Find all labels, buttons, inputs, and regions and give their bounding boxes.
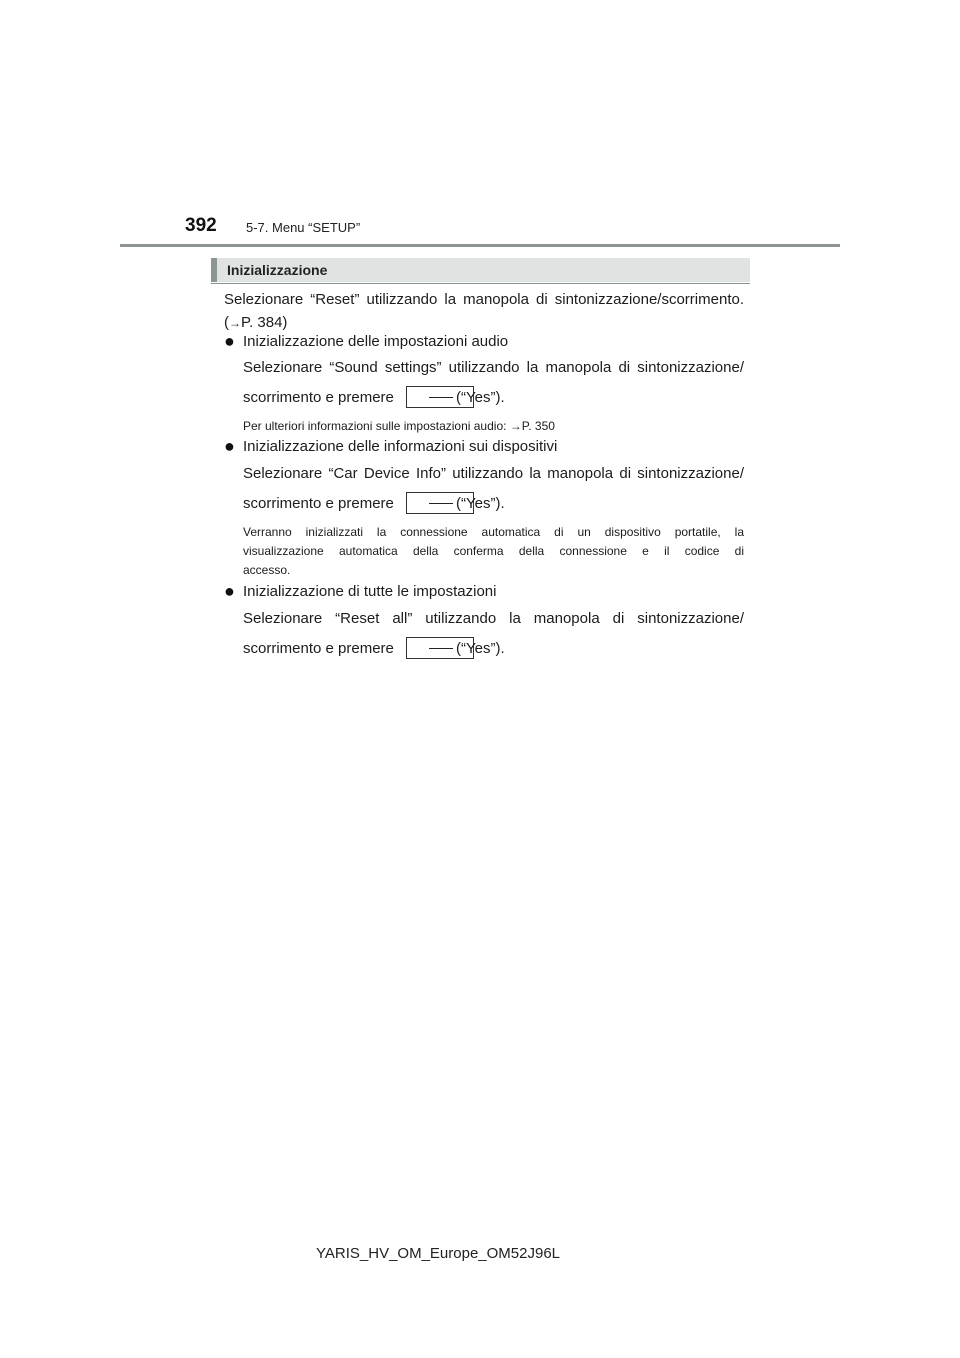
item-note: visualizzazione automatica della conferma della connessione e il codice di bbox=[243, 544, 744, 558]
note-ref: P. 350 bbox=[521, 419, 555, 433]
bullet-icon: ● bbox=[224, 436, 235, 456]
section-title-bar bbox=[211, 258, 750, 282]
item-note: Verranno inizializzati la connessione automatica di un dispositivo portatile, la bbox=[243, 525, 744, 539]
manual-code-footer: YARIS_HV_OM_Europe_OM52J96L bbox=[316, 1245, 561, 1262]
item-instruction-line: scorrimento e premere bbox=[243, 495, 394, 512]
intro-ref-text: P. 384) bbox=[241, 314, 288, 331]
item-heading: Inizializzazione delle impostazioni audio bbox=[243, 333, 509, 350]
section-title: Inizializzazione bbox=[227, 262, 328, 278]
item-instruction-suffix: (“Yes”). bbox=[456, 640, 505, 657]
item-instruction-line: scorrimento e premere bbox=[243, 389, 394, 406]
intro-reference bbox=[224, 314, 287, 332]
item-instruction-suffix: (“Yes”). bbox=[456, 389, 505, 406]
header-rule bbox=[120, 244, 840, 247]
section-title-underline bbox=[211, 283, 750, 284]
key-dash bbox=[429, 397, 453, 398]
item-heading: Inizializzazione delle informazioni sui dispositivi bbox=[243, 438, 558, 455]
bullet-icon: ● bbox=[224, 331, 235, 351]
bullet-icon: ● bbox=[224, 581, 235, 601]
item-instruction-suffix: (“Yes”). bbox=[456, 495, 505, 512]
item-heading: Inizializzazione di tutte le impostazioni bbox=[243, 583, 497, 600]
item-instruction-line: scorrimento e premere bbox=[243, 640, 394, 657]
intro-ref-open: ( bbox=[224, 314, 229, 331]
intro-line: Selezionare “Reset” utilizzando la manopola di sintonizzazione/scorrimento. bbox=[224, 291, 744, 308]
item-instruction-line: Selezionare “Sound settings” utilizzando la manopola di sintonizzazione/ bbox=[243, 359, 744, 376]
key-dash bbox=[429, 503, 453, 504]
item-note: accesso. bbox=[243, 563, 291, 577]
arrow-icon: → bbox=[509, 419, 522, 433]
section-reference: 5-7. Menu “SETUP” bbox=[246, 220, 361, 235]
note-text: Per ulteriori informazioni sulle impostazioni audio: bbox=[243, 419, 510, 433]
page-number: 392 bbox=[185, 215, 217, 236]
key-dash bbox=[429, 648, 453, 649]
item-instruction-line: Selezionare “Car Device Info” utilizzando la manopola di sintonizzazione/ bbox=[243, 465, 744, 482]
item-instruction-line: Selezionare “Reset all” utilizzando la manopola di sintonizzazione/ bbox=[243, 610, 744, 627]
arrow-icon: → bbox=[229, 316, 241, 330]
item-note bbox=[243, 419, 555, 434]
